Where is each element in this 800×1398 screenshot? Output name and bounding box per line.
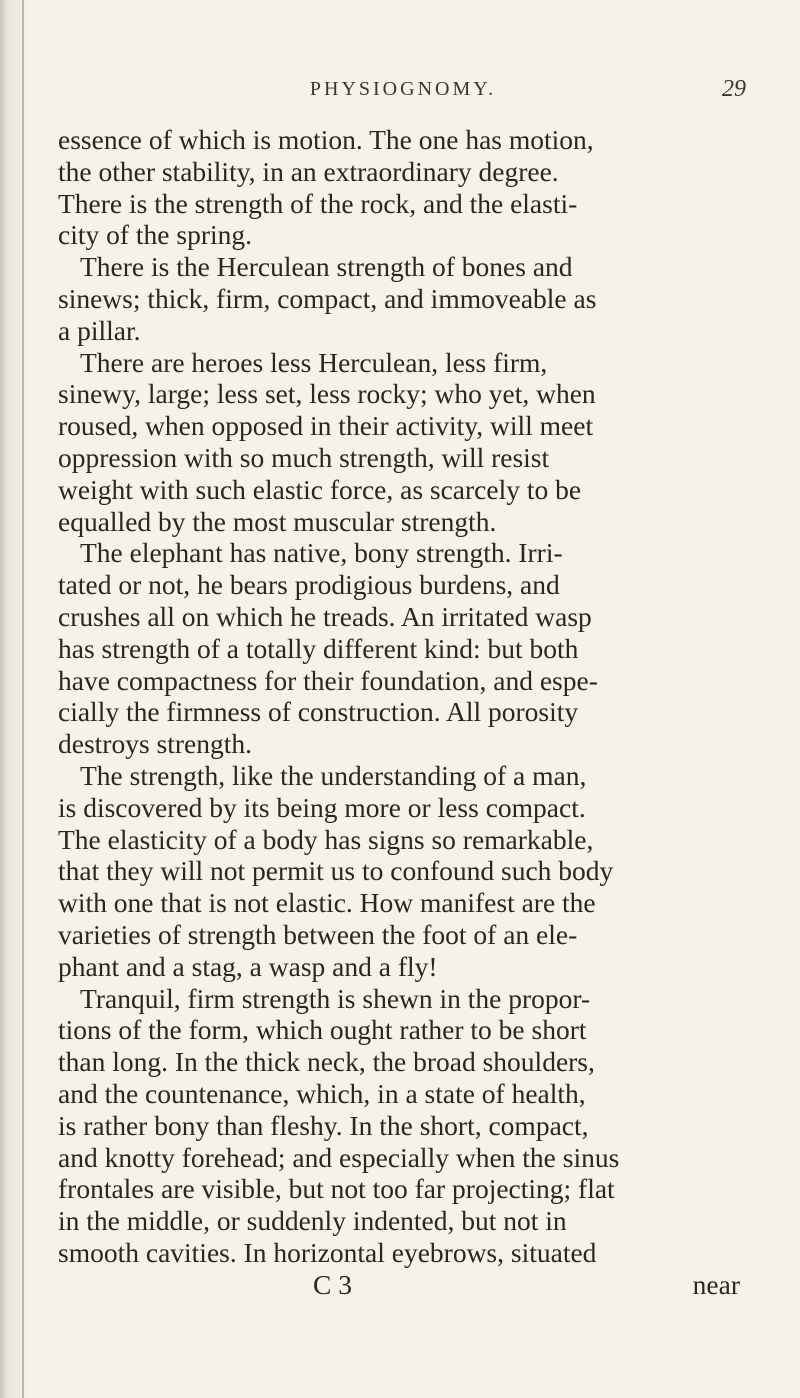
text-line: There are heroes less Herculean, less firm, [80,346,548,378]
text-line: destroys strength. [58,728,253,760]
text-line: smooth cavities. In horizontal eyebrows, situated [58,1236,597,1268]
folio-line [58,1269,748,1301]
text-line: a pillar. [58,314,141,346]
text-line: frontales are visible, but not too far projecting; flat [58,1173,615,1205]
text-line: Tranquil, firm strength is shewn in the propor- [80,982,591,1014]
text-line: and knotty forehead; and especially when the sinus [58,1141,620,1173]
book-page [58,78,748,1300]
running-head [58,78,748,118]
text-line: roused, when opposed in their activity, will meet [58,410,594,442]
text-line: phant and a stag, a wasp and a fly! [58,950,438,982]
signature-mark: C 3 [313,1268,352,1300]
text-line: the other stability, in an extraordinary degree. [58,155,559,187]
text-line: The elasticity of a body has signs so remarkable, [58,823,594,855]
text-line: has strength of a totally different kind: but both [58,632,579,664]
text-line: equalled by the most muscular strength. [58,505,497,537]
text-line: that they will not permit us to confound such body [58,855,614,887]
running-title: PHYSIOGNOMY. [309,78,497,100]
text-line: have compactness for their foundation, and espe- [58,664,598,696]
text-line: cially the firmness of construction. All porosity [58,696,579,728]
text-line: tated or not, he bears prodigious burdens, and [58,569,560,601]
text-line: with one that is not elastic. How manifest are the [58,887,596,919]
text-line: in the middle, or suddenly indented, but not in [58,1205,567,1237]
text-line: than long. In the thick neck, the broad shoulders, [58,1046,595,1078]
text-line: and the countenance, which, in a state of health, [58,1077,586,1109]
text-line: The strength, like the understanding of a man, [80,759,587,791]
binding-line [22,0,24,1398]
page-number: 29 [722,76,746,102]
text-line: varieties of strength between the foot of an ele- [58,918,578,950]
text-line: crushes all on which he treads. An irritated wasp [58,600,592,632]
catchword: near [692,1268,740,1300]
text-line: oppression with so much strength, will resist [58,441,550,473]
text-line: city of the spring. [58,219,252,251]
page-binding-edge [0,0,36,1398]
text-line: essence of which is motion. The one has motion, [58,124,594,155]
text-line: sinewy, large; less set, less rocky; who yet, when [58,378,596,410]
text-line: There is the Herculean strength of bones and [80,251,573,283]
text-line: sinews; thick, firm, compact, and immoveable as [58,282,597,314]
body-text [58,124,748,1269]
text-line: tions of the form, which ought rather to be short [58,1014,587,1046]
text-line: is discovered by its being more or less compact. [58,791,586,823]
text-line: The elephant has native, bony strength. Irri- [80,537,563,569]
text-line: There is the strength of the rock, and the elasti- [58,187,578,219]
text-line: weight with such elastic force, as scarcely to be [58,473,582,505]
text-line: is rather bony than fleshy. In the short, compact, [58,1109,589,1141]
